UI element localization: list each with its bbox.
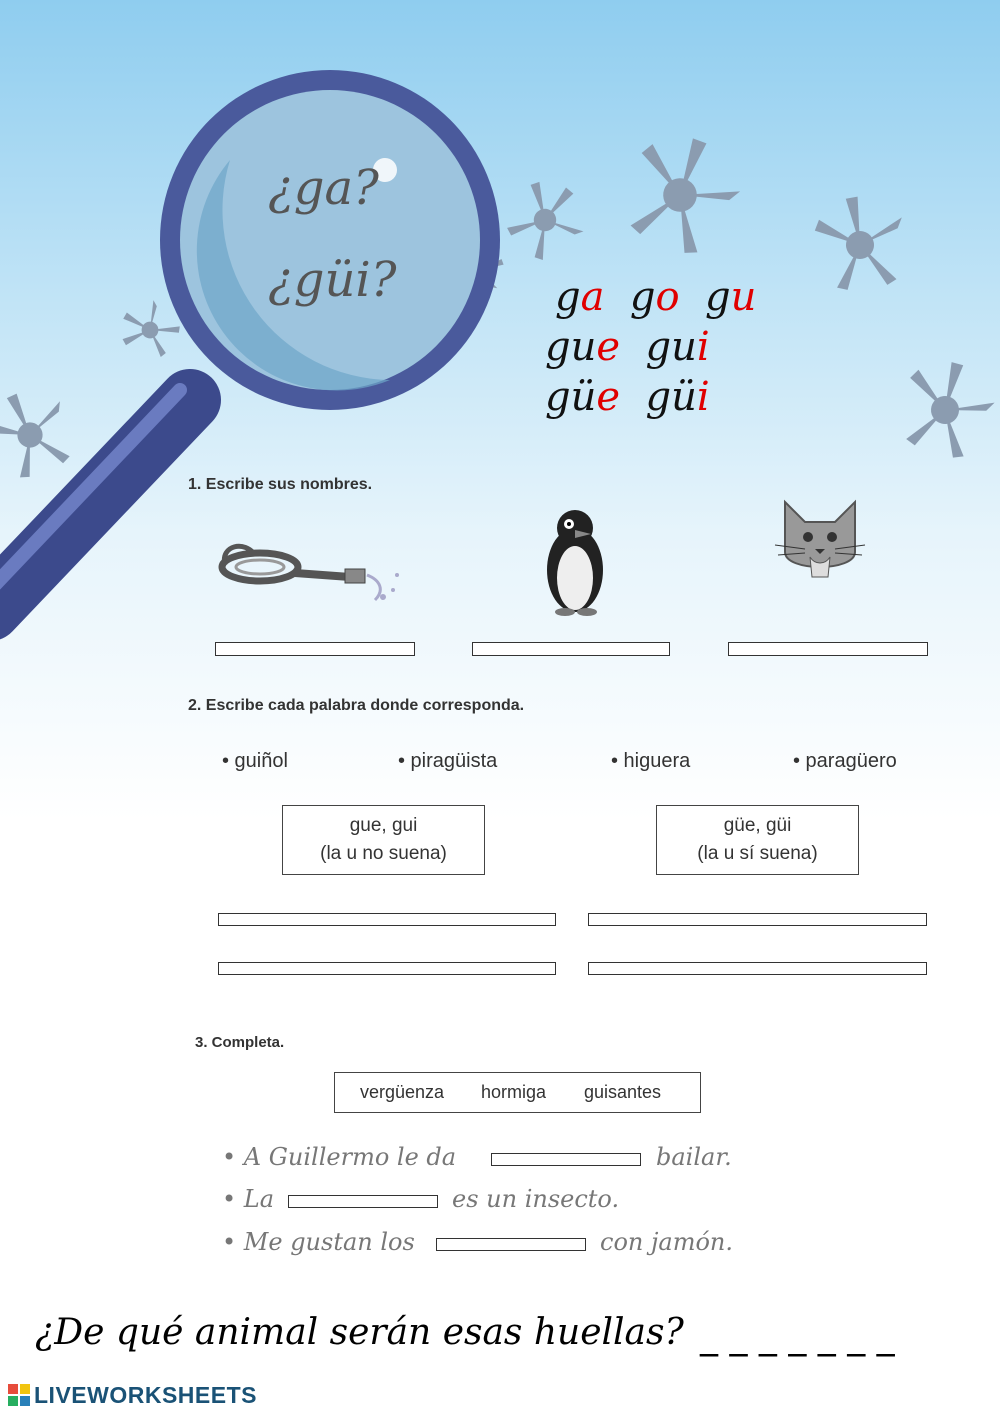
- answer-guee-guii-1[interactable]: [588, 913, 927, 926]
- category-box-guee-guii: [656, 805, 859, 875]
- hose-icon: [215, 535, 415, 615]
- bank-word-hormiga: hormiga: [481, 1082, 547, 1102]
- exercise-1-title: 1. Escribe sus nombres.: [188, 476, 373, 493]
- syllable-guii: güi: [645, 374, 710, 420]
- word-higuera: • higuera: [611, 750, 691, 772]
- exercise-3-title: 3. Completa.: [195, 1034, 285, 1051]
- answer-guee-guii-2[interactable]: [588, 962, 927, 975]
- magnifier-text-gui: ¿güi?: [268, 252, 397, 308]
- syllables-row-2: [545, 322, 710, 372]
- syllable-ga: ga: [555, 274, 605, 320]
- answer-sentence-3[interactable]: [436, 1238, 586, 1251]
- answer-gue-gui-1[interactable]: [218, 913, 556, 926]
- syllables-row-1: [555, 272, 756, 322]
- syllable-gue: gue: [545, 324, 621, 370]
- bank-word-guisantes: guisantes: [584, 1082, 662, 1102]
- sentence-2-end: es un insecto.: [452, 1185, 620, 1213]
- answer-cat[interactable]: [728, 642, 928, 656]
- syllable-gu: gu: [705, 274, 757, 320]
- footprint-1: [615, 124, 752, 264]
- footprint-4: [893, 353, 1000, 465]
- sentence-3-end: con jamón.: [600, 1228, 734, 1256]
- syllable-gui: gui: [645, 324, 710, 370]
- category-box-gue-gui: [282, 805, 485, 875]
- word-piraguista: • piragüista: [398, 750, 498, 772]
- syllable-guee: güe: [545, 374, 621, 420]
- answer-penguin[interactable]: [472, 642, 670, 656]
- sentence-1-end: bailar.: [656, 1143, 732, 1171]
- sentence-2-start: • La: [222, 1185, 275, 1213]
- answer-hose[interactable]: [215, 642, 415, 656]
- bank-word-verguenza: vergüenza: [360, 1082, 445, 1102]
- magnifier-text-ga: ¿ga?: [268, 160, 379, 216]
- answer-sentence-1[interactable]: [491, 1153, 641, 1166]
- question-blanks[interactable]: _ _ _ _ _ _ _: [700, 1316, 895, 1357]
- liveworksheets-logo-icon: [8, 1384, 32, 1406]
- box2-title: güe, güi: [723, 815, 792, 836]
- word-guinol: • guiñol: [222, 750, 288, 772]
- liveworksheets-brand[interactable]: LIVEWORKSHEETS: [34, 1382, 257, 1408]
- syllables-row-3: [545, 372, 710, 422]
- word-bank: [334, 1072, 701, 1113]
- sentence-3-start: • Me gustan los: [222, 1228, 415, 1256]
- box2-subtitle: (la u sí suena): [697, 843, 818, 864]
- cat-icon: [770, 497, 870, 587]
- word-paraguero: • paragüero: [793, 750, 897, 772]
- box1-subtitle: (la u no suena): [320, 843, 447, 864]
- syllable-go: go: [629, 274, 680, 320]
- question-text: ¿De qué animal serán esas huellas?: [35, 1312, 684, 1353]
- penguin-icon: [535, 500, 615, 620]
- exercise-2-title: 2. Escribe cada palabra donde corresponda.: [188, 697, 525, 714]
- answer-gue-gui-2[interactable]: [218, 962, 556, 975]
- box1-title: gue, gui: [349, 815, 418, 836]
- footprint-2: [810, 190, 913, 296]
- sentence-1-start: • A Guillermo le da: [222, 1143, 457, 1171]
- answer-sentence-2[interactable]: [288, 1195, 438, 1208]
